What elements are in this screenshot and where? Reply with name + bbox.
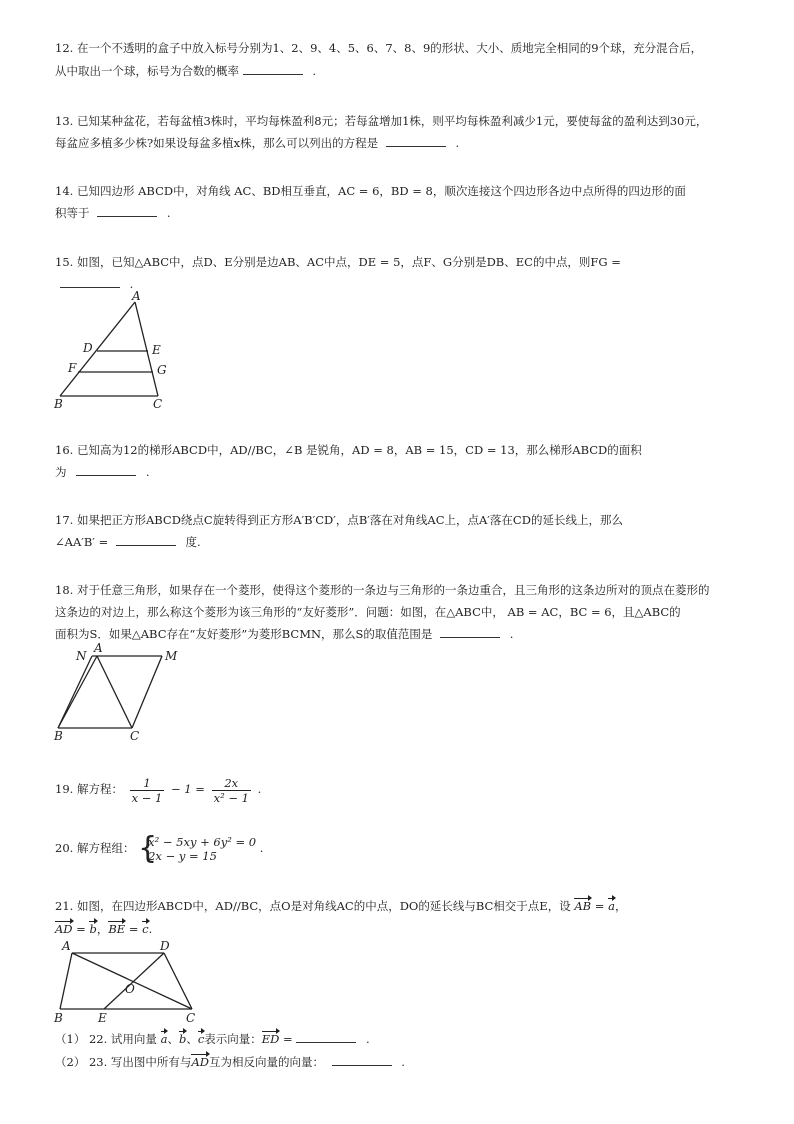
answer-blank[interactable] [76,464,136,476]
label-B: B [54,1011,63,1025]
q18-line1: 18. 对于任意三角形，如果存在一个菱形，使得这个菱形的一条边与三角形的一条边重合，且三角形的这条边所对的顶点在菱形的 [55,583,710,597]
vector-AB: AB [574,899,592,913]
label-D: D [160,939,170,953]
q14-line1: 14. 已知四边形 ABCD中，对角线 AC、BD相互垂直，AC = 6，BD = 8，顺次连接这个四边形各边中点所得的四边形的面 [55,184,686,198]
vector-BE: BE [108,922,126,936]
rhombus-figure-q18 [52,640,192,745]
q18-line3: 面积为S．如果△ABC存在“友好菱形”为菱形BCMN，那么S的取值范围是 . [55,627,514,641]
label-N: N [76,649,87,663]
vector-b: b [89,922,97,936]
label-D: D [83,341,93,355]
vector-ED: ED [261,1032,280,1046]
vector-c: c [142,922,149,936]
answer-blank[interactable] [116,534,176,546]
q13-line2: 每盆应多植多少株?如果设每盆多植x株，那么可以列出的方程是 . [55,136,460,150]
label-A: A [132,289,141,303]
label-C: C [186,1011,196,1025]
fraction-left: $\frac{1}{x - 1}$ [131,775,163,805]
answer-blank[interactable] [440,626,500,638]
q16-line1: 16. 已知高为12的梯形ABCD中，AD//BC，∠B 是锐角，AD = 8，AB = 15，CD = 13，那么梯形ABCD的面积 [55,443,642,457]
answer-blank[interactable] [296,1031,356,1043]
q16-line2: 为 . [55,465,150,479]
q17-line2: ∠AA′B′ = 度. [55,535,201,549]
answer-blank[interactable] [386,135,446,147]
vector-AD: AD [191,1055,209,1069]
label-E: E [98,1011,107,1025]
q12-line2: 从中取出一个球，标号为合数的概率 . [55,64,316,78]
fraction-right: $\frac{2x}{\text{x² − 1}}$ [213,775,249,805]
q21-sub1: （1） 22. 试用向量 a、b、c表示向量：ED = . [55,1032,370,1046]
q17-line1: 17. 如果把正方形ABCD绕点C旋转得到正方形A′B′CD′，点B′落在对角线AC上，点A′落在CD的延长线上，那么 [55,513,623,527]
brace-icon: { [138,831,158,866]
trapezoid-figure-q21 [52,936,212,1026]
vector-c: c [197,1032,205,1046]
label-M: M [165,649,178,663]
vector-b: b [178,1032,187,1046]
q15-line2: . [60,276,133,292]
label-A: A [62,939,71,953]
q19-line: 19. 解方程： $\frac{1}{x - 1}$ − 1 = $\frac{2x}{\text{x² − 1}}$ . [55,775,262,805]
vector-a: a [160,1032,168,1046]
q20-line: 20. 解方程组： { x² − 5xy + 6y² = 0 2x − y = 15 . [55,831,264,866]
q21-sub2: （2） 23. 写出图中所有与AD互为相反向量的向量： . [55,1055,405,1069]
answer-blank[interactable] [332,1054,392,1066]
label-B: B [54,729,63,743]
q14-line2: 积等于 . [55,206,171,220]
q13-line1: 13. 已知某种盆花，若每盆植3株时，平均每株盈利8元；若每盆增加1株，则平均每株盈利减少1元，要使每盆的盈利达到30元， [55,114,708,128]
q21-line2: AD = b，BE = c. [55,922,153,936]
q12-line1: 12. 在一个不透明的盒子中放入标号分别为1、2、9、4、5、6、7、8、9的形状、大小、质地完全相同的9个球，充分混合后， [55,41,703,55]
label-A: A [94,641,103,655]
label-F: F [68,361,77,375]
triangle-figure-q15 [50,290,180,415]
label-G: G [157,363,167,377]
q15-line1: 15. 如图，已知△ABC中，点D、E分别是边AB、AC中点，DE = 5，点F、G分别是DB、EC的中点，则FG = [55,255,621,269]
label-C: C [153,397,163,411]
equation-system: { x² − 5xy + 6y² = 0 2x − y = 15 [138,831,257,866]
answer-blank[interactable] [243,63,303,75]
answer-blank[interactable] [97,205,157,217]
vector-AD: AD [55,922,73,936]
q21-line1: 21. 如图，在四边形ABCD中，AD//BC，点O是对角线AC的中点，DO的延长线与BC相交于点E，设 AB = a， [55,899,627,913]
answer-blank[interactable] [60,276,120,288]
label-B: B [54,397,63,411]
vector-a: a [608,899,615,913]
label-E: E [152,343,161,357]
q18-line2: 这条边的对边上，那么称这个菱形为该三角形的“友好菱形”．问题：如图，在△ABC中， AB = AC，BC = 6，且△ABC的 [55,605,681,619]
label-C: C [130,729,140,743]
label-O: O [125,982,135,996]
